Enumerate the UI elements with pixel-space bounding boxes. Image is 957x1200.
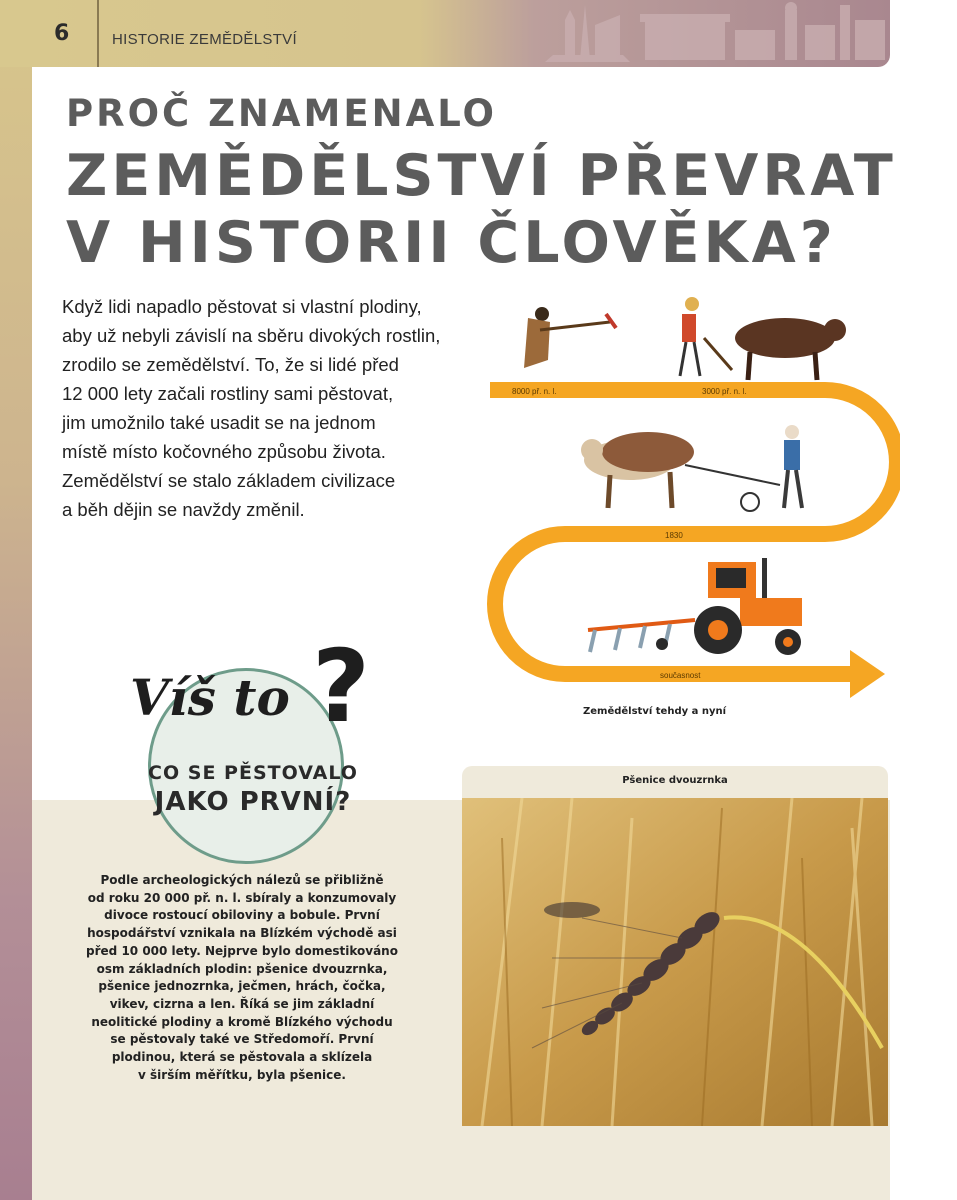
fact-line: neolitické plodiny a kromě Blízkého východu <box>91 1014 393 1029</box>
timeline-label: 1830 <box>665 531 683 540</box>
intro-line: místě místo kočovného způsobu života. <box>62 441 386 462</box>
title-line-3: V HISTORII ČLOVĚKA? <box>66 210 837 276</box>
intro-line: Zemědělství se stalo základem civilizace <box>62 470 396 491</box>
intro-line: 12 000 lety začali rostliny sami pěstovat, <box>62 383 394 404</box>
fact-paragraph <box>58 872 426 1084</box>
wheat-photo-graphic <box>462 798 888 1126</box>
badge-title: Víš to <box>130 668 290 727</box>
timeline-caption: Zemědělství tehdy a nyní <box>583 706 727 717</box>
title-line-2: ZEMĚDĚLSTVÍ PŘEVRAT <box>66 143 897 209</box>
intro-line: a běh dějin se navždy změnil. <box>62 499 305 520</box>
fact-line: divoce rostoucí obiloviny a bobule. První <box>104 908 380 923</box>
timeline-label: 8000 př. n. l. <box>512 387 557 396</box>
intro-line: aby už nebyli závislí na sběru divokých rostlin, <box>62 325 441 346</box>
page-number: 6 <box>54 21 70 46</box>
header-divider <box>97 0 99 67</box>
section-title: HISTORIE ZEMĚDĚLSTVÍ <box>112 31 297 48</box>
fact-line: v širším měřítku, byla pšenice. <box>138 1067 346 1082</box>
tractor-illustration <box>588 558 802 655</box>
intro-paragraph <box>62 292 482 524</box>
fact-line: pšenice jednozrnka, ječmen, hrách, čočka, <box>98 979 386 994</box>
fact-line: před 10 000 lety. Nejprve bylo domestikováno <box>86 943 398 958</box>
timeline-track <box>490 390 897 674</box>
fact-line: hospodářství vznikala na Blízkém východě asi <box>87 926 397 941</box>
fact-line: Podle archeologických nálezů se přibližně <box>100 873 384 887</box>
timeline-label: současnost <box>660 671 701 680</box>
farmer-with-hoe-illustration <box>524 307 616 368</box>
photo-caption: Pšenice dvouzrnka <box>622 775 728 786</box>
oxen-and-farmer-illustration <box>581 425 802 511</box>
page-edge-strip <box>0 0 32 1200</box>
timeline-label: 3000 př. n. l. <box>702 387 747 396</box>
fact-line: od roku 20 000 př. n. l. sbíraly a konzumovaly <box>87 890 397 905</box>
intro-line: Když lidi napadlo pěstovat si vlastní plodiny, <box>62 296 422 317</box>
badge-subtitle-line1: CO SE PĚSTOVALO <box>148 762 358 784</box>
farming-timeline <box>480 290 900 720</box>
intro-line: zrodilo se zemědělství. To, že si lidé před <box>62 354 399 375</box>
fact-line: osm základních plodin: pšenice dvouzrnka, <box>96 961 388 976</box>
timeline-arrow-head <box>850 650 885 698</box>
badge-question-mark: ? <box>312 628 371 745</box>
ox-plough-illustration <box>680 297 846 380</box>
wheat-photo <box>462 798 888 1126</box>
title-line-1: PROČ ZNAMENALO <box>66 92 497 135</box>
fact-line: se pěstovaly také ve Středomoří. První <box>110 1032 374 1047</box>
fact-line: vikev, cizrna a len. Říká se jim základní <box>109 996 375 1011</box>
skyline-illustration <box>445 0 890 67</box>
badge-subtitle-line2: JAKO PRVNÍ? <box>154 787 352 817</box>
intro-line: jim umožnilo také usadit se na jednom <box>62 412 376 433</box>
fact-line: plodinou, která se pěstovala a sklízela <box>111 1050 373 1065</box>
